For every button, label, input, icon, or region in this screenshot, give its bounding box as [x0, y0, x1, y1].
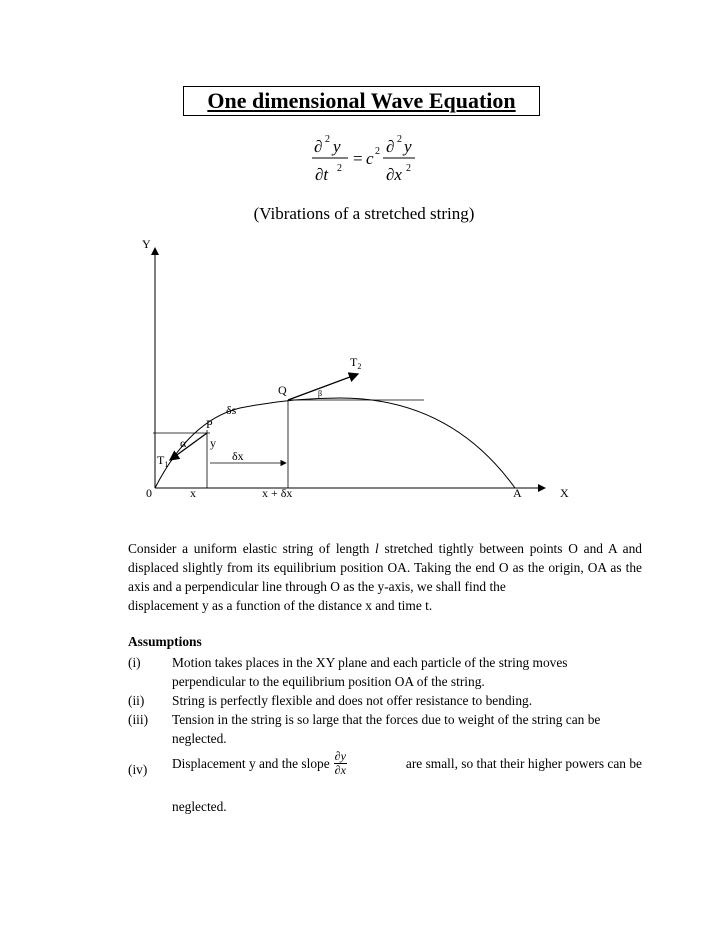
eq-rhs-num: ∂ — [386, 137, 395, 156]
label-t1: $T_1$ — [157, 453, 169, 469]
label-alpha: α — [180, 436, 187, 450]
t2-arrow — [288, 374, 358, 400]
label-p: P — [206, 417, 213, 431]
eq-coef-exp: 2 — [375, 146, 380, 157]
label-ds: δs — [226, 403, 237, 417]
label-t2: $T_2$ — [350, 355, 362, 371]
eq-lhs-den-exp: 2 — [337, 163, 342, 174]
page-title: One dimensional Wave Equation — [183, 86, 540, 116]
label-q: Q — [278, 383, 287, 397]
intro-paragraph: Consider a uniform elastic string of length l stretched tightly between points O and A and displaced slightly from its equilibrium position OA. Taking the end O as the origin, OA as the axis and a perpendicular line through O as the y-axis, we shall find the displacement y as a function of the distance x and time t. — [128, 541, 642, 613]
label-dx: δx — [232, 449, 244, 463]
label-x: x — [190, 486, 196, 500]
label-y: y — [210, 436, 216, 450]
label-a: A — [513, 486, 522, 500]
label-origin: 0 — [146, 486, 152, 500]
subtitle: (Vibrations of a stretched string) — [253, 204, 475, 223]
assumptions-heading: Assumptions — [128, 634, 202, 649]
label-beta: β — [318, 389, 323, 398]
eq-rhs-den-exp: 2 — [406, 163, 411, 174]
label-x-plus-dx: x + δx — [262, 486, 293, 500]
eq-lhs-num-exp: 2 — [325, 134, 330, 145]
eq-rhs-num-exp: 2 — [397, 134, 402, 145]
eq-rhs-den: ∂x — [386, 165, 402, 184]
eq-coef: c — [366, 149, 374, 168]
t1-arrow — [170, 433, 207, 460]
eq-lhs-num-var: y — [333, 137, 341, 156]
string-curve — [155, 398, 515, 488]
eq-lhs-den: ∂t — [315, 165, 329, 184]
string-diagram — [0, 232, 728, 512]
label-y-axis: Y — [142, 237, 151, 251]
eq-lhs-num: ∂ — [314, 137, 323, 156]
eq-equals: = — [353, 149, 363, 168]
eq-rhs-num-var: y — [404, 137, 412, 156]
label-x-axis: X — [560, 486, 569, 500]
slope-fraction: $\frac{\partial y}{\partial x}$ — [334, 749, 346, 777]
wave-equation — [300, 128, 440, 190]
